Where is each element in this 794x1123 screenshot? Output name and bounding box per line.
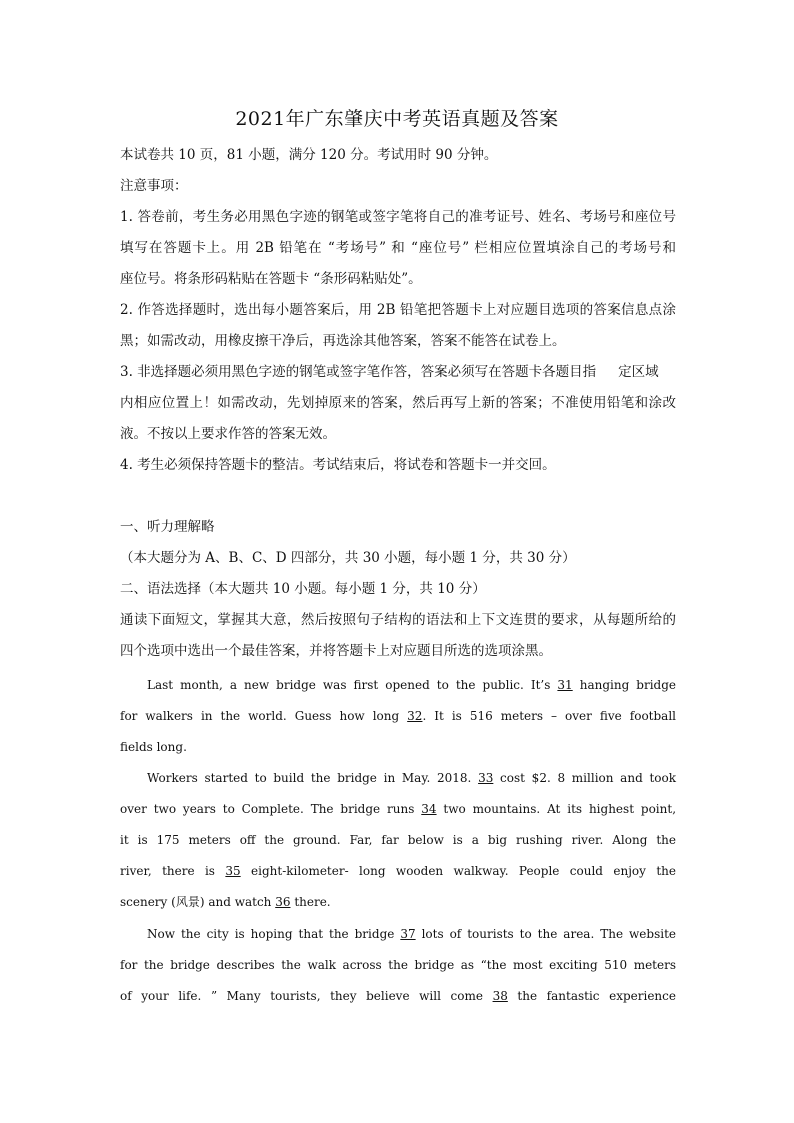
- passage-p2-line-4: [120, 861, 676, 881]
- passage-text: Workers started to build the bridge in May. 2018.: [147, 771, 479, 785]
- passage-text: cost $2. 8 million and took: [493, 771, 676, 785]
- passage-p1-line-1: [147, 675, 676, 695]
- passage-p2-line-1: [147, 768, 676, 788]
- blank-34: 34: [421, 802, 437, 816]
- section-2-instruction-line-1: 通读下面短文，掌握其大意，然后按照句子结构的语法和上下文连贯的要求，从每题所给的: [120, 612, 676, 628]
- passage-text: Now the city is hoping that the bridge: [147, 927, 401, 941]
- passage-p2-line-3: it is 175 meters off the ground. Far, far below is a big rushing river. Along the: [120, 833, 676, 847]
- notice-3-line-1-part-a: 3. 非选择题必须用黑色字迹的钢笔或签字笔作答，答案必须写在答题卡各题目指: [120, 364, 597, 380]
- notice-3-line-1: [120, 362, 676, 382]
- passage-text: hanging bridge: [572, 678, 676, 692]
- passage-text: of your life. ” Many tourists, they believe will come: [120, 989, 493, 1003]
- passage-p2-line-5: [120, 892, 676, 912]
- section-2-instruction-line-2: 四个选项中选出一个最佳答案，并将答题卡上对应题目所选的选项涂黑。: [120, 643, 552, 659]
- blank-37: 37: [400, 927, 416, 941]
- blank-36: 36: [275, 895, 291, 909]
- passage-text: the fantastic experience: [507, 989, 676, 1003]
- passage-p2-line-2: [120, 799, 676, 819]
- passage-text: there.: [290, 895, 331, 909]
- passage-p1-line-3: fields long.: [120, 740, 187, 754]
- passage-text: two mountains. At its highest point,: [436, 802, 677, 816]
- section-2-heading: 二、语法选择（本大题共 10 小题。每小题 1 分，共 10 分）: [120, 581, 486, 597]
- passage-p1-line-2: [120, 706, 676, 726]
- page-title: 2021年广东肇庆中考英语真题及答案: [235, 108, 559, 130]
- notice-heading: 注意事项：: [120, 178, 188, 194]
- notice-2-line-1: 2. 作答选择题时，选出每小题答案后，用 2B 铅笔把答题卡上对应题目选项的答案信息点涂: [120, 302, 676, 318]
- notice-3-line-1-part-b: 定区域: [618, 364, 659, 380]
- notice-3-line-2: 内相应位置上！如需改动，先划掉原来的答案，然后再写上新的答案；不准使用铅笔和涂改: [120, 395, 676, 411]
- passage-text: river, there is: [120, 864, 226, 878]
- passage-text: Last month, a new bridge was first opened to the public. It’s: [147, 678, 558, 692]
- passage-text: for walkers in the world. Guess how long: [120, 709, 408, 723]
- blank-31: 31: [557, 678, 573, 692]
- section-1-note: （本大题分为 A、B、C、D 四部分，共 30 小题，每小题 1 分，共 30 分）: [120, 550, 576, 566]
- section-1-heading: 一、听力理解略: [120, 519, 215, 535]
- passage-p3-line-2: for the bridge describes the walk across the bridge as “the most exciting 510 meters: [120, 958, 676, 972]
- blank-38: 38: [492, 989, 508, 1003]
- blank-32: 32: [407, 709, 423, 723]
- blank-35: 35: [225, 864, 241, 878]
- notice-3-line-3: 液。不按以上要求作答的答案无效。: [120, 426, 336, 442]
- passage-text: lots of tourists to the area. The website: [415, 927, 677, 941]
- passage-text: eight-kilometer- long wooden walkway. People could enjoy the: [240, 864, 676, 878]
- passage-p3-line-1: [147, 924, 676, 944]
- notice-1-line-1: 1. 答卷前，考生务必用黑色字迹的钢笔或签字笔将自己的准考证号、姓名、考场号和座位号: [120, 209, 676, 225]
- passage-text: scenery (风景) and watch: [120, 895, 276, 909]
- blank-33: 33: [478, 771, 494, 785]
- intro-text: 本试卷共 10 页，81 小题，满分 120 分。考试用时 90 分钟。: [120, 147, 498, 163]
- notice-1-line-2: 填写在答题卡上。用 2B 铅笔在 “考场号” 和 “座位号” 栏相应位置填涂自己的考场号和: [120, 240, 676, 256]
- passage-p3-line-3: [120, 986, 676, 1006]
- passage-text: . It is 516 meters – over five football: [422, 709, 676, 723]
- notice-1-line-3: 座位号。将条形码粘贴在答题卡 “条形码粘贴处”。: [120, 271, 422, 287]
- notice-2-line-2: 黑；如需改动，用橡皮擦干净后，再选涂其他答案，答案不能答在试卷上。: [120, 333, 566, 349]
- notice-4: 4. 考生必须保持答题卡的整洁。考试结束后，将试卷和答题卡一并交回。: [120, 457, 556, 473]
- passage-text: over two years to Complete. The bridge runs: [120, 802, 422, 816]
